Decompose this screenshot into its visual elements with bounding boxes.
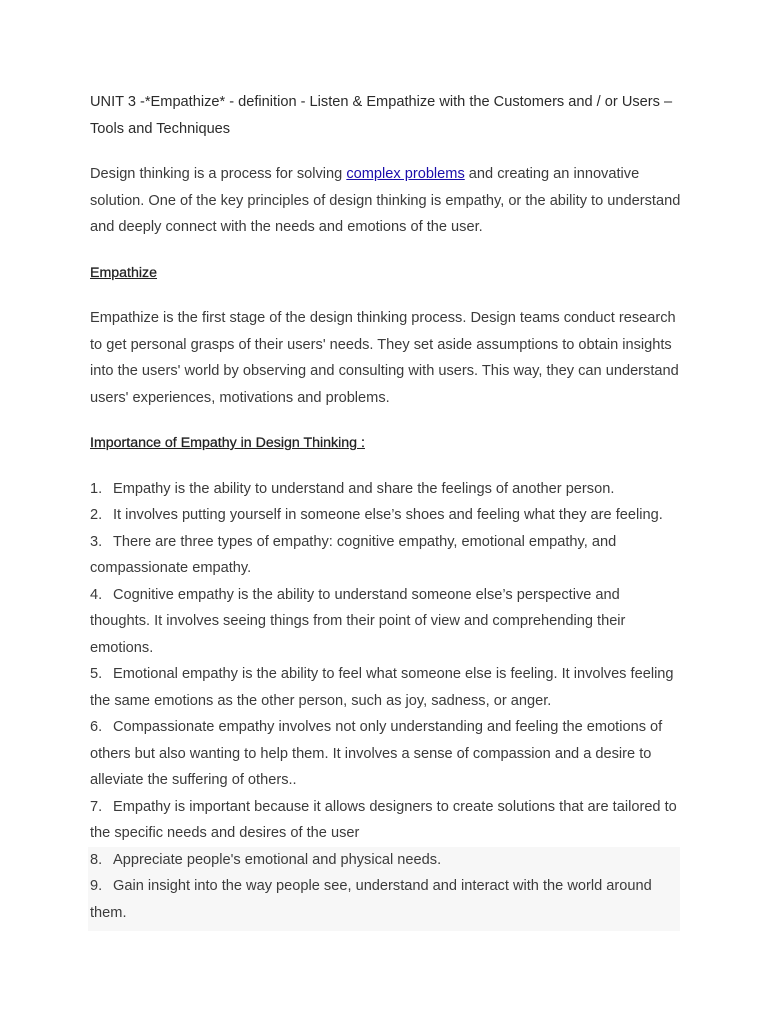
list-item-number: 2. bbox=[90, 507, 103, 523]
list-item bbox=[90, 529, 682, 582]
list-item-text: Gain insight into the way people see, understand and interact with the world around them. bbox=[90, 878, 652, 921]
list-item bbox=[90, 873, 680, 926]
complex-problems-link[interactable]: complex problems bbox=[346, 166, 465, 182]
intro-paragraph bbox=[90, 161, 682, 241]
list-item bbox=[90, 582, 682, 662]
list-item-number: 9. bbox=[90, 878, 103, 894]
document-page bbox=[90, 89, 682, 931]
list-item-number: 8. bbox=[90, 851, 103, 868]
list-item-number: 7. bbox=[90, 798, 103, 815]
list-item bbox=[90, 476, 682, 503]
importance-list bbox=[90, 476, 682, 932]
empathize-paragraph: Empathize is the first stage of the design thinking process. Design teams conduct research to get personal grasps of their users' needs. They set aside assumptions to obtain insights into the users' world by observing and consulting with users. This way, they can understand users' experiences, motivations and problems. bbox=[90, 310, 679, 406]
list-item-text: Cognitive empathy is the ability to understand someone else’s perspective and thoughts. It involves seeing things from their point of view and comprehending their emotions. bbox=[90, 586, 626, 656]
empathize-heading: Empathize bbox=[90, 264, 158, 281]
list-item bbox=[90, 661, 682, 714]
list-item-text: Compassionate empathy involves not only understanding and feeling the emotions of others but also wanting to help them. It involves a sense of compassion and a desire to alleviate the suffering of others.. bbox=[90, 719, 663, 788]
list-item-text: Appreciate people's emotional and physical needs. bbox=[113, 851, 442, 868]
list-item-text: There are three types of empathy: cognitive empathy, emotional empathy, and compassionate empathy. bbox=[90, 533, 617, 576]
intro-text-before-link: Design thinking is a process for solving bbox=[90, 166, 347, 182]
list-item bbox=[90, 714, 682, 794]
document-title: UNIT 3 -*Empathize* - definition - Listen & Empathize with the Customers and / or Users – Tools and Techniques bbox=[90, 94, 673, 137]
list-item-number: 6. bbox=[90, 719, 103, 735]
list-item-number: 4. bbox=[90, 586, 103, 603]
shaded-block bbox=[88, 847, 680, 932]
list-item-text: It involves putting yourself in someone else’s shoes and feeling what they are feeling. bbox=[113, 507, 663, 523]
importance-heading: Importance of Empathy in Design Thinking : bbox=[90, 435, 365, 451]
list-item bbox=[90, 847, 680, 874]
list-item-number: 3. bbox=[90, 533, 103, 550]
list-item-text: Empathy is important because it allows designers to create solutions that are tailored to the specific needs and desires of the user bbox=[90, 798, 677, 841]
list-item-text: Empathy is the ability to understand and share the feelings of another person. bbox=[113, 480, 615, 497]
list-item-number: 1. bbox=[90, 480, 103, 497]
list-item bbox=[90, 794, 682, 847]
intro-text-after-link: and creating an innovative solution. One of the key principles of design thinking is empathy, or the ability to understand and deeply connect with the needs and emotions of the user. bbox=[90, 166, 681, 235]
list-item bbox=[90, 502, 682, 529]
list-item-number: 5. bbox=[90, 666, 103, 682]
list-item-text: Emotional empathy is the ability to feel what someone else is feeling. It involves feeling the same emotions as the other person, such as joy, sadness, or anger. bbox=[90, 666, 674, 709]
